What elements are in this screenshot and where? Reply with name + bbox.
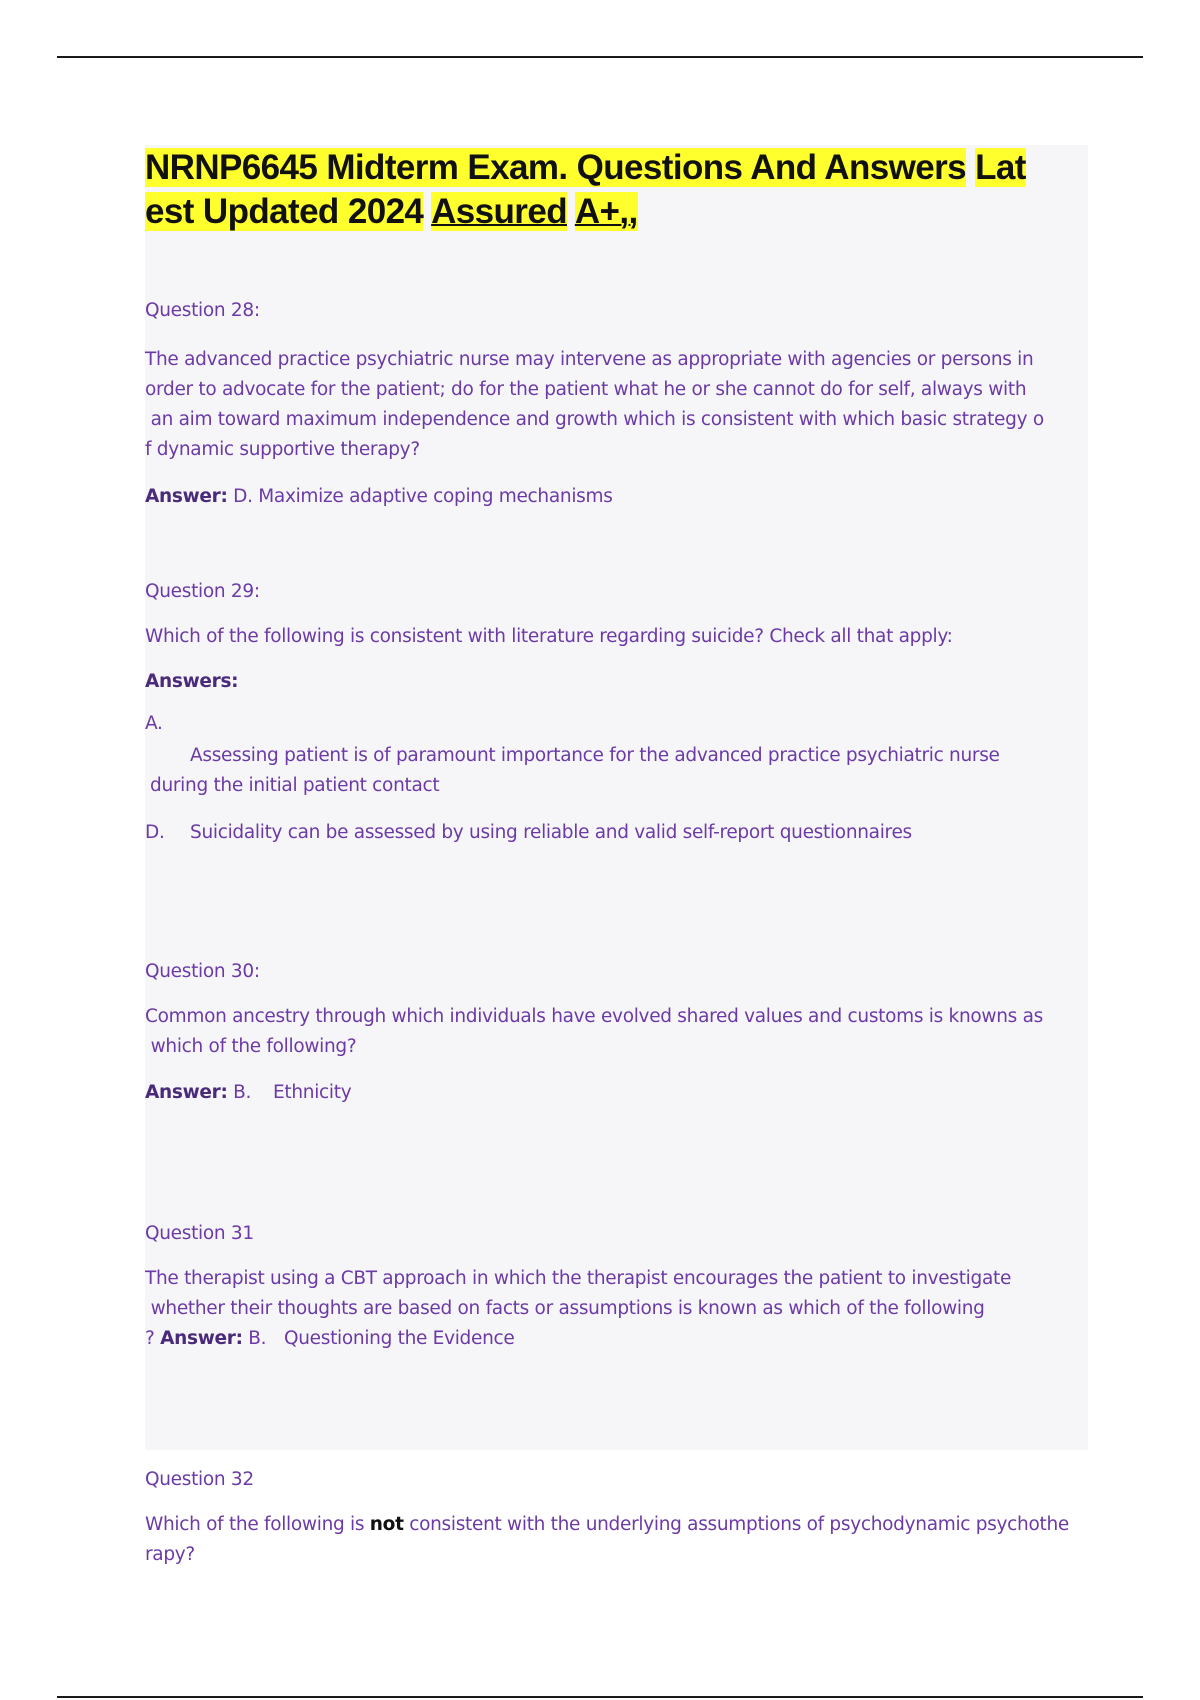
q30-answer-letter: B. — [227, 1082, 252, 1103]
q31-answer-text: Questioning the Evidence — [284, 1328, 515, 1349]
q29-option-d-letter: D. — [145, 822, 165, 843]
q32-text-post: consistent with the underlying assumptions of psychodynamic psychothe — [403, 1514, 1069, 1535]
top-rule — [57, 56, 1143, 58]
title-line1-tail: Lat — [975, 148, 1026, 187]
q28-answer — [145, 482, 613, 512]
q28-text-line3: an aim toward maximum independence and growth which is consistent with which basic strategy o — [145, 409, 1044, 430]
q29-answers-label: Answers: — [145, 671, 239, 692]
title-line1-highlight: NRNP6645 Midterm Exam. Questions And Answers — [145, 148, 966, 187]
document-title — [145, 146, 1026, 234]
q30-answer-label: Answer: — [145, 1082, 228, 1103]
q32-label: Question 32 — [145, 1469, 254, 1490]
q32-text-pre: Which of the following is — [145, 1514, 370, 1535]
q28-answer-text: D. Maximize adaptive coping mechanisms — [227, 486, 613, 507]
q32-text-bold: not — [369, 1514, 404, 1535]
q32-text-line2: rapy? — [145, 1544, 195, 1565]
bottom-rule — [57, 1696, 1143, 1698]
q28-text-line4: f dynamic supportive therapy? — [145, 439, 420, 460]
q31-line3-prefix: ? — [145, 1328, 161, 1349]
q31-answer-letter: B. — [242, 1328, 267, 1349]
title-assured: Assured — [431, 192, 567, 231]
q29-option-a-line2: during the initial patient contact — [150, 775, 440, 796]
q29-option-a-letter: A. — [145, 713, 163, 734]
q28-answer-label: Answer: — [145, 486, 228, 507]
title-line2-highlight: est Updated 2024 — [145, 192, 424, 231]
q31-text-line2: whether their thoughts are based on facts or assumptions is known as which of the following — [145, 1298, 985, 1319]
q28-text-line2: order to advocate for the patient; do for the patient what he or she cannot do for self, always with — [145, 379, 1027, 400]
q30-label: Question 30: — [145, 961, 260, 982]
q31-text-line1: The therapist using a CBT approach in which the therapist encourages the patient to investigate — [145, 1268, 1012, 1289]
q29-text: Which of the following is consistent with literature regarding suicide? Check all that apply: — [145, 626, 953, 647]
q29-option-d-text: Suicidality can be assessed by using reliable and valid self-report questionnaires — [190, 822, 912, 843]
q31-answer-label: Answer: — [160, 1328, 243, 1349]
q31-answer-line — [145, 1324, 266, 1354]
q29-option-a-line1: Assessing patient is of paramount importance for the advanced practice psychiatric nurse — [190, 745, 1000, 766]
q30-text-line2: which of the following? — [145, 1036, 357, 1057]
q28-label: Question 28: — [145, 300, 260, 321]
q28-text-line1: The advanced practice psychiatric nurse may intervene as appropriate with agencies or persons in — [145, 349, 1034, 370]
q30-answer — [145, 1078, 251, 1108]
q30-text-line1: Common ancestry through which individuals have evolved shared values and customs is knowns as — [145, 1006, 1043, 1027]
title-aplus: A+,, — [574, 192, 638, 231]
q29-label: Question 29: — [145, 581, 260, 602]
q32-text-line1 — [145, 1510, 1069, 1540]
q31-label: Question 31 — [145, 1223, 254, 1244]
q30-answer-text: Ethnicity — [273, 1082, 352, 1103]
